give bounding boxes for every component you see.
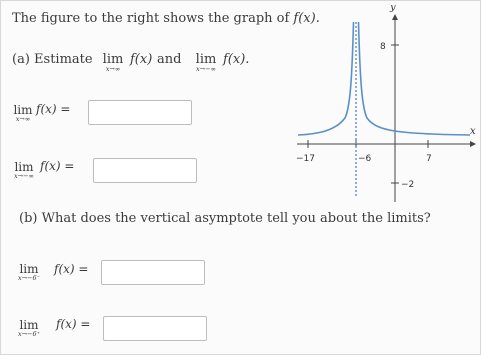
x-axis-arrow	[470, 141, 476, 147]
q4-lim: lim x→−6⁺	[17, 318, 41, 338]
x-axis-label: x	[470, 126, 476, 137]
y-tick-label-8: 8	[380, 42, 386, 52]
part-a-lim1-fn: f(x)	[130, 52, 153, 67]
y-axis-label: y	[390, 5, 396, 13]
part-a-lim1: lim x→∞	[102, 52, 124, 73]
q1-answer-box[interactable]	[88, 100, 192, 125]
curve-right-branch	[359, 22, 471, 135]
part-a-lim2-fn: f(x).	[223, 52, 250, 67]
function-graph	[290, 5, 480, 210]
q2-expression: f(x) =	[40, 159, 75, 173]
curve-left-branch	[298, 22, 354, 135]
q4-answer-box[interactable]	[103, 316, 207, 341]
y-axis-arrow	[392, 14, 398, 20]
q3-answer-box[interactable]	[101, 260, 205, 285]
x-tick-label-neg17: −17	[296, 154, 315, 164]
q3-lim: lim x→−6⁻	[17, 262, 41, 282]
x-tick-label-neg6: −6	[358, 154, 372, 164]
q1-lim: lim x→∞	[13, 103, 33, 123]
q3-expression: f(x) =	[54, 262, 89, 276]
part-a-lim2: lim x→−∞	[195, 52, 217, 73]
part-b-text: (b) What does the vertical asymptote tell you about the limits?	[19, 211, 431, 226]
x-tick-label-7: 7	[426, 154, 432, 164]
y-tick-label-neg2: −2	[401, 180, 415, 190]
q2-lim: lim x→−∞	[14, 160, 34, 180]
part-a-label: (a) Estimate	[12, 52, 93, 67]
part-a-and: and	[157, 52, 182, 67]
q4-expression: f(x) =	[56, 317, 91, 331]
q1-expression: f(x) =	[36, 102, 71, 116]
intro-text: The figure to the right shows the graph of f(x).	[12, 11, 320, 26]
q2-answer-box[interactable]	[93, 158, 197, 183]
